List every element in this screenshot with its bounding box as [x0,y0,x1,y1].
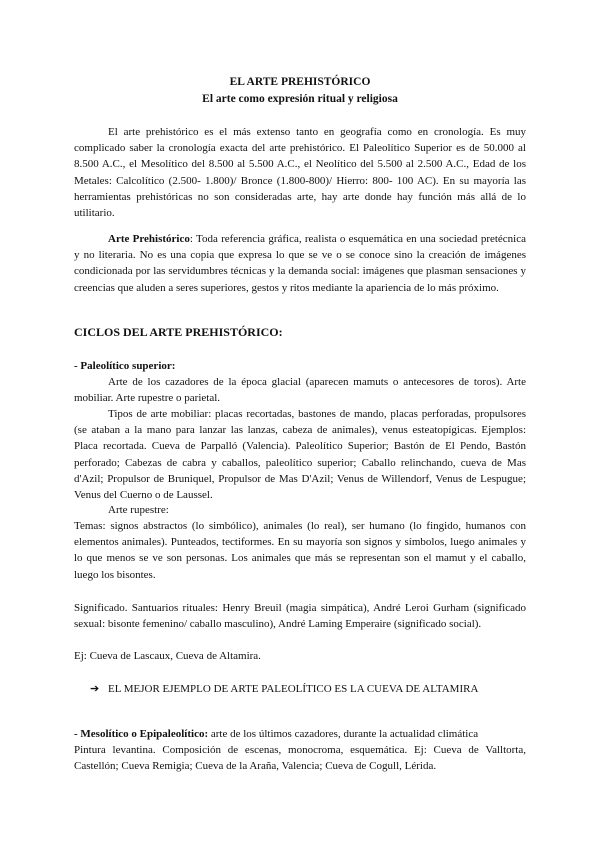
paleolithic-paragraph-4: Temas: signos abstractos (lo simbólico), animales (lo real), ser humano (lo fingido, humanos con elementos animales). Punteados, tectiformes. En su mayoría son signos y símbolos, luego animales y lo que menos se ve son personas. Los animales que más se representan son el mamut y el caballo, luego los bisontes. [74,520,526,581]
highlight-line [74,682,526,695]
page-subtitle: El arte como expresión ritual y religiosa [202,93,398,105]
paleolithic-paragraph-6: Ej: Cueva de Lascaux, Cueva de Altamira. [74,650,261,662]
mesolithic-heading: - Mesolítico o Epipaleolítico: [74,728,209,740]
paleolithic-paragraph-1: Arte de los cazadores de la época glacial (aparecen mamuts o antecesores de toros). Arte mobiliar. Arte rupestre o parietal. [74,376,526,405]
cycles-heading: CICLOS DEL ARTE PREHISTÓRICO: [74,325,283,339]
mesolithic-paragraph: Pintura levantina. Composición de escenas, monocroma, esquemática. Ej: Cueva de Valltorta, Castellón; Cueva Remigia; Cueva de la Araña, Valencia; Cueva de Cogull, Lérida. [74,744,526,773]
arrow-icon: ➔ [90,683,100,695]
paleolithic-heading: - Paleolítico superior: [74,360,176,372]
definition-text: : Toda referencia gráfica, realista o esquemática en una sociedad pretécnica y no literaria. No es una copia que expresa lo que se ve o se conoce sino la creación de imágenes condicionada por las servidumbres técnicas y la demanda social: imágenes que plasman sensaciones y creencias que aluden a seres superiores, gestos y ritos mediante la apariencia de lo más próximo. [74,233,526,294]
mesolithic-line-1 [74,726,526,742]
intro-paragraph: El arte prehistórico es el más extenso tanto en geografía como en cronología. Es muy complicado saber la cronología exacta del arte prehistórico. El Paleolítico Superior es de 50.000 al 8.500 A.C., el Mesolítico del 8.500 al 5.500 A.C., el Neolítico del 5.500 al 2.500 A.C., Edad de los Metales: Calcolítico (2.500- 1.800)/ Bronce (1.800-800)/ Hierro: 800- 100 AC). En su mayoría las herramientas prehistóricas no son consideradas arte, hay arte donde hay función más allá de lo utilitario. [74,126,526,220]
mesolithic-text-1: arte de los últimos cazadores, durante la actualidad climática [208,728,479,740]
definition-term: Arte Prehistórico [108,233,190,245]
paleolithic-paragraph-5: Significado. Santuarios rituales: Henry Breuil (magia simpática), André Leroi Gurham (significado sexual: bisonte femenino/ caballo masculino), André Laming Emperaire (significado social). [74,602,526,631]
paleolithic-paragraph-2: Tipos de arte mobiliar: placas recortadas, bastones de mando, placas perforadas, propulsores (se ataban a la mano para lanzar las lanzas, cabeza de animales), venus esteatopígicas. Ejemplos: Placa recortada. Cueva de Parpalló (Valencia). Paleolítico Superior; Bastón de El Pendo, Bastón perforado; Cabezas de cabra y caballos, paleolítico superior; Caballo relinchando, cueva de Mas d'Azil; Propulsor de Bruniquel, Propulsor de Mas D'Azil; Venus de Willendorf, Venus de Lespugue; Venus del Cuerno o de Laussel. [74,408,526,502]
page-title: EL ARTE PREHISTÓRICO [229,76,371,88]
paleolithic-paragraph-3: Arte rupestre: [108,504,169,516]
highlight-text: EL MEJOR EJEMPLO DE ARTE PALEOLÍTICO ES LA CUEVA DE ALTAMIRA [107,683,479,695]
definition-paragraph [74,231,526,296]
